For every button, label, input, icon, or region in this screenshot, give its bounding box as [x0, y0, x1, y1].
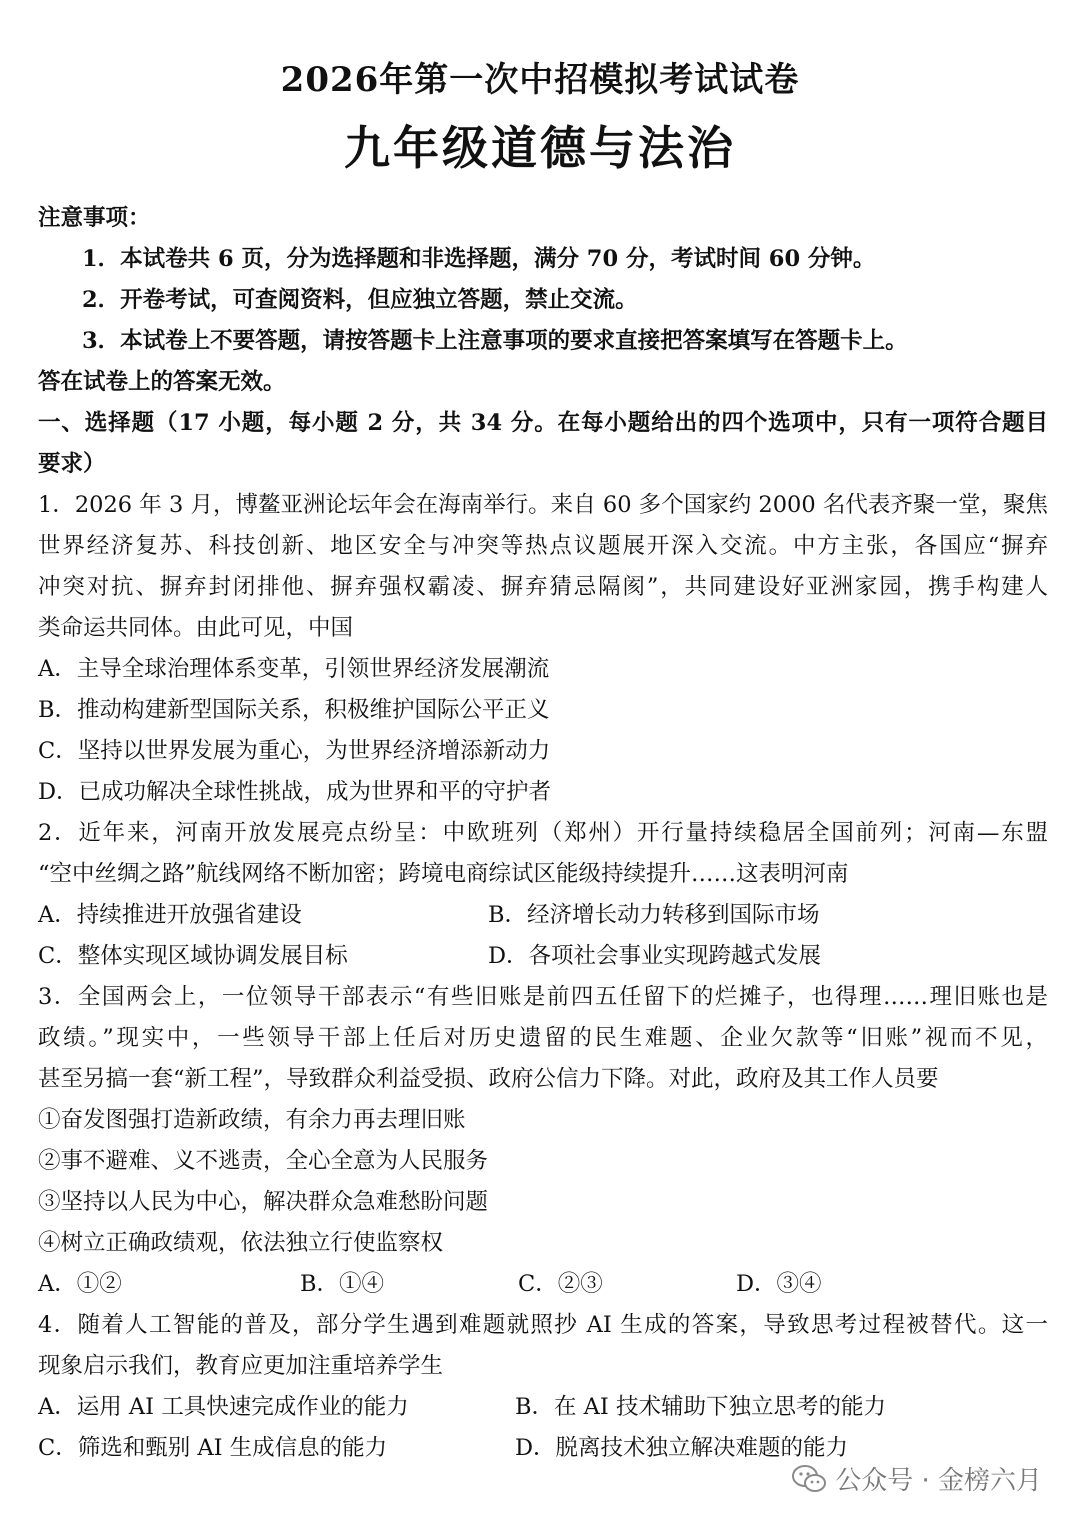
exam-body	[38, 198, 1048, 1469]
watermark	[791, 1460, 1042, 1497]
q3-statement: ②事不避难、义不逃责，全心全意为人民服务	[38, 1148, 489, 1174]
q2-options-row-1	[38, 895, 1048, 936]
notice-item: 1．本试卷共 6 页，分为选择题和非选择题，满分 70 分，考试时间 60 分钟。	[82, 246, 876, 272]
q4-stem-line: 4．随着人工智能的普及，部分学生遇到难题就照抄 AI 生成的答案，导致思考过程被替代。这一	[38, 1312, 1048, 1338]
q2-option-b: B．经济增长动力转移到国际市场	[488, 902, 820, 928]
q3-stem-line: 甚至另搞一套“新工程”，导致群众利益受损、政府公信力下降。对此，政府及其工作人员要	[38, 1066, 939, 1092]
exam-title: 2026年第一次中招模拟考试试卷	[280, 60, 800, 100]
q1-option-b: B．推动构建新型国际关系，积极维护国际公平正义	[38, 697, 550, 723]
notice-trailing: 答在试卷上的答案无效。	[38, 369, 286, 395]
q1-option-c: C．坚持以世界发展为重心，为世界经济增添新动力	[38, 738, 551, 764]
section-heading: 一、选择题（17 小题，每小题 2 分，共 34 分。在每小题给出的四个选项中，只有一项符合题目	[38, 410, 1048, 436]
section-heading-cont: 要求）	[38, 451, 106, 477]
q2-stem-line: 2．近年来，河南开放发展亮点纷呈：中欧班列（郑州）开行量持续稳居全国前列；河南—东盟	[38, 820, 1048, 846]
q1-option-d: D．已成功解决全球性挑战，成为世界和平的守护者	[38, 779, 552, 805]
watermark-text: 公众号 · 金榜六月	[835, 1466, 1042, 1496]
q1-stem-line: 世界经济复苏、科技创新、地区安全与冲突等热点议题展开深入交流。中方主张，各国应“摒弃	[38, 533, 1048, 559]
q4-stem-line: 现象启示我们，教育应更加注重培养学生	[38, 1353, 444, 1379]
q3-option-a: A．①②	[38, 1271, 122, 1297]
q3-statement: ③坚持以人民为中心，解决群众急难愁盼问题	[38, 1189, 489, 1215]
q3-stem-line: 政绩。”现实中，一些领导干部上任后对历史遗留的民生难题、企业欠款等“旧账”视而不见，	[38, 1025, 1048, 1051]
q3-statement: ①奋发图强打造新政绩，有余力再去理旧账	[38, 1107, 466, 1133]
q2-stem-line: “空中丝绸之路”航线网络不断加密；跨境电商综试区能级持续提升……这表明河南	[38, 861, 849, 887]
q3-statement: ④树立正确政绩观，依法独立行使监察权	[38, 1230, 444, 1256]
q4-option-d: D．脱离技术独立解决难题的能力	[515, 1435, 849, 1461]
q4-option-c: C．筛选和甄别 AI 生成信息的能力	[38, 1435, 388, 1461]
q2-options-row-2	[38, 936, 1048, 977]
q2-option-c: C．整体实现区域协调发展目标	[38, 943, 348, 969]
q2-option-d: D．各项社会事业实现跨越式发展	[488, 943, 822, 969]
q3-option-b: B．①④	[300, 1271, 385, 1297]
q1-option-a: A．主导全球治理体系变革，引领世界经济发展潮流	[38, 656, 550, 682]
q3-option-c: C．②③	[518, 1271, 603, 1297]
notice-heading: 注意事项：	[38, 205, 151, 231]
q3-options-row	[38, 1264, 1048, 1305]
exam-subject: 九年级道德与法治	[344, 121, 736, 175]
notice-item: 2．开卷考试，可查阅资料，但应独立答题，禁止交流。	[82, 287, 638, 313]
q3-stem-line: 3．全国两会上，一位领导干部表示“有些旧账是前四五任留下的烂摊子，也得理……理旧账也是	[38, 984, 1048, 1010]
q4-option-b: B．在 AI 技术辅助下独立思考的能力	[515, 1394, 886, 1420]
q2-option-a: A．持续推进开放强省建设	[38, 902, 302, 928]
q4-option-a: A．运用 AI 工具快速完成作业的能力	[38, 1394, 409, 1420]
q1-stem-line: 1．2026 年 3 月，博鳌亚洲论坛年会在海南举行。来自 60 多个国家约 2000 名代表齐聚一堂，聚焦	[38, 492, 1048, 518]
q4-options-row-1	[38, 1387, 1048, 1428]
q1-stem-line: 类命运共同体。由此可见，中国	[38, 615, 354, 641]
notice-item: 3．本试卷上不要答题，请按答题卡上注意事项的要求直接把答案填写在答题卡上。	[82, 328, 908, 354]
q1-stem-line: 冲突对抗、摒弃封闭排他、摒弃强权霸凌、摒弃猜忌隔阂”，共同建设好亚洲家园，携手构建人	[38, 574, 1048, 600]
wechat-icon	[791, 1464, 827, 1494]
q3-option-d: D．③④	[736, 1271, 822, 1297]
